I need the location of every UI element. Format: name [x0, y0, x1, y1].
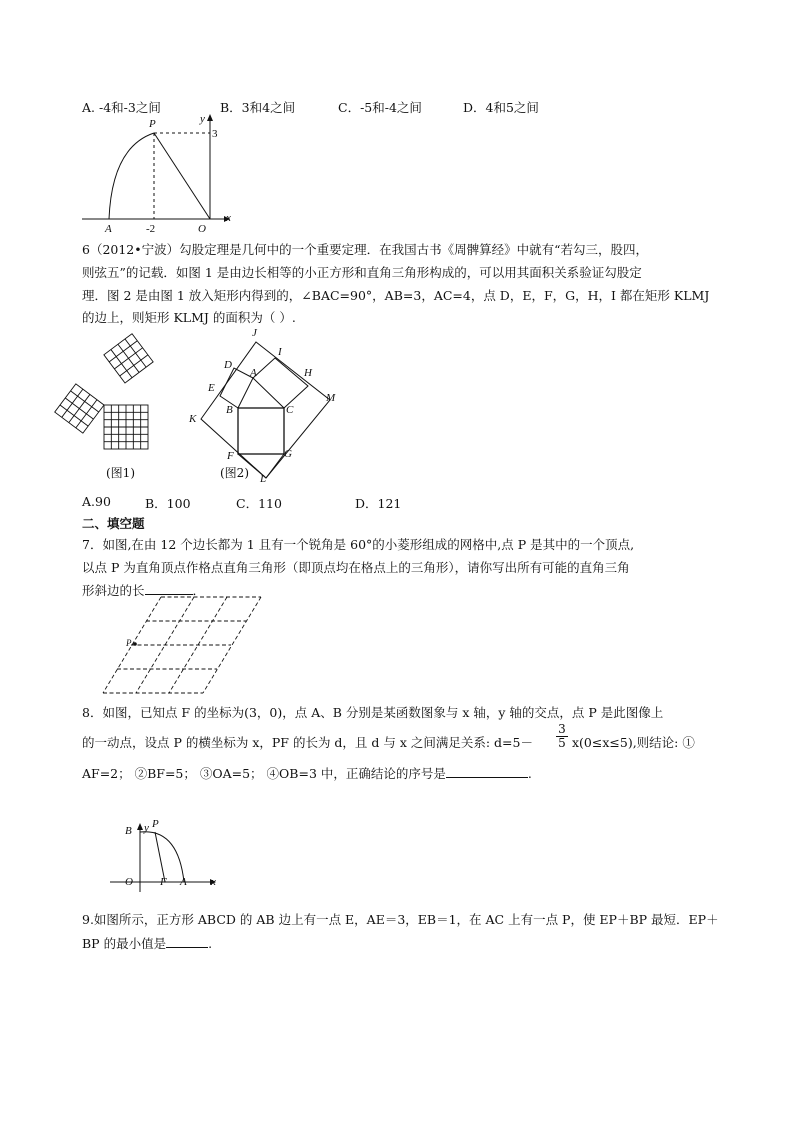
q8-fraction	[556, 723, 568, 750]
label-i: I	[278, 346, 282, 358]
q6-figure1	[80, 356, 180, 461]
label-a: A	[105, 223, 112, 235]
label-three: 3	[212, 128, 218, 140]
q8-label-o: O	[125, 876, 133, 888]
option-a: A. -4和-3之间	[82, 100, 161, 115]
label-c: C	[286, 404, 294, 416]
q8-line3-text: AF=2； ②BF=5； ③OA=5； ④OB=3 中，正确结论的序号是	[82, 766, 446, 781]
q8-line3-end: .	[527, 766, 532, 781]
section-heading: 二、填空题	[82, 516, 145, 531]
option-c: C．-5和-4之间	[338, 100, 422, 115]
q8-line2a: 的一动点，设点 P 的横坐标为 x，PF 的长为 d，且 d 与 x 之间满足关系: d=5－	[82, 735, 533, 750]
label-d: D	[224, 359, 232, 371]
q7-line3-text: 形斜边的长	[82, 583, 145, 598]
q6-option-b: B．100	[145, 496, 191, 511]
label-g: G	[284, 448, 292, 460]
label-j: J	[252, 327, 257, 339]
label-b: B	[226, 404, 233, 416]
q5-figure	[78, 112, 248, 237]
q8-label-a: A	[180, 876, 187, 888]
label-a2: A	[250, 367, 257, 379]
option-d: D．4和5之间	[463, 100, 539, 115]
q8-frac-num: 3	[558, 722, 566, 736]
q8-frac-den: 5	[556, 736, 568, 750]
q9-answer-blank[interactable]	[166, 935, 208, 948]
label-m: M	[326, 392, 336, 404]
label-l: L	[260, 473, 267, 485]
label-x: x	[226, 212, 231, 224]
q9-line2	[82, 935, 212, 952]
label-p: P	[149, 118, 156, 130]
q8-line2b: x(0≤x≤5),则结论: ①	[572, 735, 695, 750]
q8-label-y: y	[144, 822, 149, 834]
q6-figure2	[190, 328, 340, 488]
q9-line2-end: .	[208, 936, 213, 951]
q6-option-c: C．110	[236, 496, 282, 511]
fig1-caption: (图1)	[106, 466, 135, 480]
q7-line1: 7．如图,在由 12 个边长都为 1 且有一个锐角是 60°的小菱形组成的网格中,点 P 是其中的一个顶点,	[82, 537, 635, 552]
q8-label-x: x	[211, 876, 216, 888]
q8-label-p: P	[152, 818, 159, 830]
q6-line1: 6（2012•宁波）勾股定理是几何中的一个重要定理．在我国古书《周髀算经》中就有“若勾三，股四，	[82, 242, 649, 257]
q7-answer-blank[interactable]	[145, 582, 193, 595]
q6-line2: 则弦五”的记载．如图 1 是由边长相等的小正方形和直角三角形构成的，可以用其面积关系验证勾股定	[82, 265, 642, 280]
q6-line3: 理．图 2 是由图 1 放入矩形内得到的，∠BAC=90°，AB=3，AC=4，点 D，E，F，G，H，I 都在矩形 KLMJ	[82, 288, 710, 303]
q8-answer-blank[interactable]	[446, 765, 528, 778]
q6-line4: 的边上，则矩形 KLMJ 的面积为（ ）.	[82, 310, 296, 325]
fig2-caption: (图2)	[220, 466, 249, 480]
q8-line1: 8．如图，已知点 F 的坐标为(3，0)，点 A、B 分别是某函数图象与 x 轴，y 轴的交点，点 P 是此图像上	[82, 705, 664, 720]
q9-line2-text: BP 的最小值是	[82, 936, 167, 951]
option-b: B．3和4之间	[220, 100, 296, 115]
q7-line2: 以点 P 为直角顶点作格点直角三角形（即顶点均在格点上的三角形），请你写出所有可能的直角三角	[82, 560, 630, 575]
q6-option-d: D．121	[355, 496, 402, 511]
q8-label-f: F	[160, 876, 167, 888]
label-y: y	[200, 113, 205, 125]
label-o: O	[198, 223, 206, 235]
q8-line3	[82, 765, 532, 782]
q8-label-b: B	[125, 825, 132, 837]
q7-label-p: P	[126, 638, 132, 648]
label-f: F	[227, 450, 234, 462]
label-minus2: -2	[146, 223, 156, 235]
label-e: E	[208, 382, 215, 394]
label-k: K	[189, 413, 197, 425]
q9-line1: 9.如图所示，正方形 ABCD 的 AB 边上有一点 E，AE＝3，EB＝1，在 AC 上有一点 P，使 EP＋BP 最短．EP＋	[82, 912, 719, 927]
label-h: H	[304, 367, 312, 379]
q6-option-a: A.90	[82, 494, 111, 509]
q7-line3-end: ．	[192, 583, 206, 598]
